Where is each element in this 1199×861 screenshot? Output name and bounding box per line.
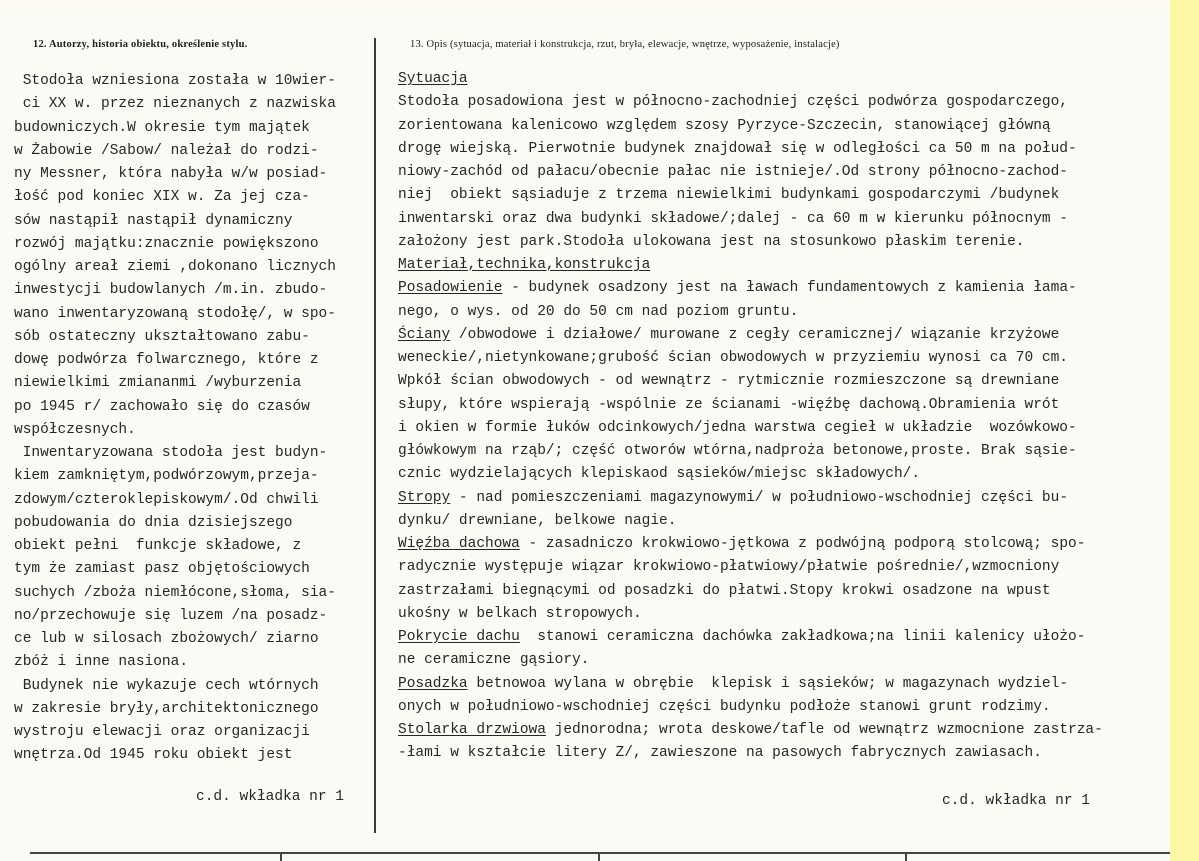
text-segment: nego, o wys. od 20 do 50 cm nad poziom gruntu. xyxy=(398,303,799,320)
section-subheading: Pokrycie dachu xyxy=(398,629,520,645)
text-line: niewielkimi zmiananmi /wyburzenia xyxy=(14,375,302,392)
text-segment: niej obiekt sąsiaduje z trzema niewielkimi budynkami gospodarczymi /budynek xyxy=(398,187,1060,204)
text-segment: betnowoa wylana w obrębie klepisk i sąsieków; w magazynach wydziel- xyxy=(467,675,1069,692)
text-segment: ne ceramiczne gąsiory. xyxy=(398,652,590,669)
text-line xyxy=(398,370,1168,393)
text-segment: dynku/ drewniane, belkowe nagie. xyxy=(398,512,677,529)
text-line xyxy=(398,417,1168,440)
section-subheading: Stolarka drzwiowa xyxy=(398,722,546,738)
bottom-form-rule xyxy=(30,852,1170,854)
text-segment: - nad pomieszczeniami magazynowymi/ w południowo-wschodniej części bu- xyxy=(450,489,1069,506)
history-text-column xyxy=(14,70,370,768)
text-line xyxy=(398,533,1168,556)
text-line xyxy=(398,394,1168,417)
text-line xyxy=(398,649,1168,672)
text-line xyxy=(398,673,1168,696)
text-line xyxy=(398,580,1168,603)
text-line xyxy=(398,68,1168,91)
text-segment: i okien w formie łuków odcinkowych/jedna warstwa cegieł w układzie wozówkowo- xyxy=(398,419,1077,436)
section-12-header: 12. Autorzy, historia obiektu, określenie stylu. xyxy=(33,39,248,50)
text-segment: Stodoła posadowiona jest w północno-zachodniej części podwórza gospodarczego, xyxy=(398,94,1069,111)
text-segment: słupy, które wspierają -wspólnie ze ścianami -więźbę dachową.Obramienia wrót xyxy=(398,396,1060,413)
text-line: suchych /zboża niemłócone,słoma, sia- xyxy=(14,584,336,601)
section-subheading: Posadzka xyxy=(398,675,468,692)
text-line: budowniczych.W okresie tym majątek xyxy=(14,119,310,136)
text-line xyxy=(398,161,1168,184)
text-line xyxy=(398,556,1168,579)
text-line xyxy=(398,742,1168,765)
text-segment: cznic wydzielających klepiskaod sąsieków/miejsc składowych/. xyxy=(398,466,921,483)
bottom-form-tick xyxy=(280,852,282,861)
text-segment: ukośny w belkach stropowych. xyxy=(398,605,642,622)
text-line xyxy=(398,626,1168,649)
text-line: pobudowania do dnia dzisiejszego xyxy=(14,514,293,531)
description-text-column xyxy=(398,68,1168,766)
text-line xyxy=(398,463,1168,486)
text-line: Budynek nie wykazuje cech wtórnych xyxy=(14,677,319,694)
text-segment: /obwodowe i działowe/ murowane z cegły ceramicznej/ wiązanie krzyżowe xyxy=(450,326,1060,343)
text-line xyxy=(398,324,1168,347)
text-line: wystroju elewacji oraz organizacji xyxy=(14,724,310,740)
text-line: tym że zamiast pasz objętościowych xyxy=(14,561,310,578)
column-divider xyxy=(374,38,376,833)
text-line: wano inwentaryzowaną stodołę/, w spo- xyxy=(14,305,336,322)
text-line xyxy=(398,277,1168,300)
text-segment: główkowym na rząb/; część otworów wtórna,nadproża betonowe,proste. Brak sąsie- xyxy=(398,443,1077,459)
text-line xyxy=(398,440,1168,463)
text-segment: onych w południowo-wschodniej części budynku podłoże stanowi grunt rodzimy. xyxy=(398,698,1051,715)
text-line: sów nastąpił nastąpił dynamiczny xyxy=(14,212,293,229)
text-line xyxy=(398,184,1168,207)
text-line: łość pod koniec XIX w. Za jej cza- xyxy=(14,189,310,206)
text-line: Stodoła wzniesiona została w 10wier- xyxy=(14,73,336,89)
section-subheading: Stropy xyxy=(398,489,451,506)
text-segment: zastrzałami biegnącymi od posadzki do płatwi.Stopy krokwi osadzone na wpust xyxy=(398,582,1051,599)
text-line xyxy=(398,208,1168,231)
section-subheading: Więźba dachowa xyxy=(398,536,520,552)
text-segment: inwentarski oraz dwa budynki składowe/;dalej - ca 60 m w kierunku północnym - xyxy=(398,210,1069,227)
text-line xyxy=(398,138,1168,161)
text-line: w zakresie bryły,architektonicznego xyxy=(14,700,319,717)
text-line: obiekt pełni funkcje składowe, z xyxy=(14,538,302,554)
text-line: w Żabowie /Sabow/ należał do rodzi- xyxy=(14,142,319,159)
text-line: współczesnych. xyxy=(14,421,136,438)
text-line xyxy=(398,254,1168,277)
text-segment: założony jest park.Stodoła ulokowana jest na stosunkowo płaskim terenie. xyxy=(398,233,1025,250)
text-line: dowę podwórza folwarcznego, które z xyxy=(14,352,319,368)
text-segment: weneckie/,nietynkowane;grubość ścian obwodowych w przyziemiu wynosi ca 70 cm. xyxy=(398,350,1069,366)
text-segment: Wpkół ścian obwodowych - od wewnątrz - rytmicznie rozmieszczone są drewniane xyxy=(398,373,1060,390)
section-subheading: Posadowienie xyxy=(398,280,503,297)
right-continuation-note: c.d. wkładka nr 1 xyxy=(942,793,1090,809)
text-line xyxy=(398,115,1168,138)
text-segment: - zasadniczo krokwiowo-jętkowa z podwójną podporą stolcową; spo- xyxy=(519,536,1086,552)
section-subheading: Materiał,technika,konstrukcja xyxy=(398,257,651,273)
text-line xyxy=(398,347,1168,370)
text-segment: - budynek osadzony jest na ławach fundamentowych z kamienia łama- xyxy=(502,280,1077,297)
text-line xyxy=(398,91,1168,114)
text-line xyxy=(398,696,1168,719)
section-subheading: Ściany xyxy=(398,326,451,343)
text-line: ce lub w silosach zbożowych/ ziarno xyxy=(14,631,319,647)
text-line: ny Messner, która nabyła w/w posiad- xyxy=(14,166,328,182)
text-line xyxy=(398,487,1168,510)
text-line: inwestycji budowlanych /m.in. zbudo- xyxy=(14,282,328,299)
text-line: kiem zamkniętym,podwórzowym,przeja- xyxy=(14,468,319,485)
text-line: ci XX w. przez nieznanych z nazwiska xyxy=(14,96,336,113)
text-segment: -łami w kształcie litery Z/, zawieszone na pasowych fabrycznych zawiasach. xyxy=(398,745,1042,762)
text-line: sób ostateczny ukształtowano zabu- xyxy=(14,328,310,345)
text-segment: drogę wiejską. Pierwotnie budynek znajdował się w odległości ca 50 m na połud- xyxy=(398,140,1077,157)
text-segment: stanowi ceramiczna dachówka zakładkowa;na linii kalenicy ułożo- xyxy=(519,629,1086,645)
text-segment: niowy-zachód od pałacu/obecnie pałac nie istnieje/.Od strony północno-zachod- xyxy=(398,164,1069,180)
text-line: ogólny areał ziemi ,dokonano licznych xyxy=(14,259,336,275)
text-line: no/przechowuje się luzem /na posadz- xyxy=(14,607,328,624)
text-segment: radycznie występuje wiązar krokwiowo-płatwiowy/płatwie pośrednie/,wzmocniony xyxy=(398,559,1060,576)
text-line: rozwój majątku:znacznie powiększono xyxy=(14,235,319,252)
text-line: wnętrza.Od 1945 roku obiekt jest xyxy=(14,747,293,764)
adjacent-page-edge xyxy=(1170,0,1199,861)
text-segment: zorientowana kalenicowo względem szosy Pyrzyce-Szczecin, stanowiącej główną xyxy=(398,117,1051,134)
bottom-form-tick xyxy=(905,852,907,861)
left-continuation-note: c.d. wkładka nr 1 xyxy=(196,789,344,805)
paper-top-edge xyxy=(0,0,1170,6)
text-line xyxy=(398,231,1168,254)
text-line xyxy=(398,603,1168,626)
bottom-form-tick xyxy=(598,852,600,861)
text-line: zbóż i inne nasiona. xyxy=(14,654,189,671)
text-segment: jednorodna; wrota deskowe/tafle od wewnątrz wzmocnione zastrza- xyxy=(545,722,1103,738)
text-line: zdowym/czteroklepiskowym/.Od chwili xyxy=(14,491,319,508)
text-line xyxy=(398,301,1168,324)
text-line xyxy=(398,719,1168,742)
section-subheading: Sytuacja xyxy=(398,71,468,87)
text-line: Inwentaryzowana stodoła jest budyn- xyxy=(14,445,328,461)
section-13-header: 13. Opis (sytuacja, materiał i konstrukcja, rzut, bryła, elewacje, wnętrze, wyposażenie, instalacje) xyxy=(410,39,840,50)
text-line: po 1945 r/ zachowało się do czasów xyxy=(14,398,310,415)
text-line xyxy=(398,510,1168,533)
